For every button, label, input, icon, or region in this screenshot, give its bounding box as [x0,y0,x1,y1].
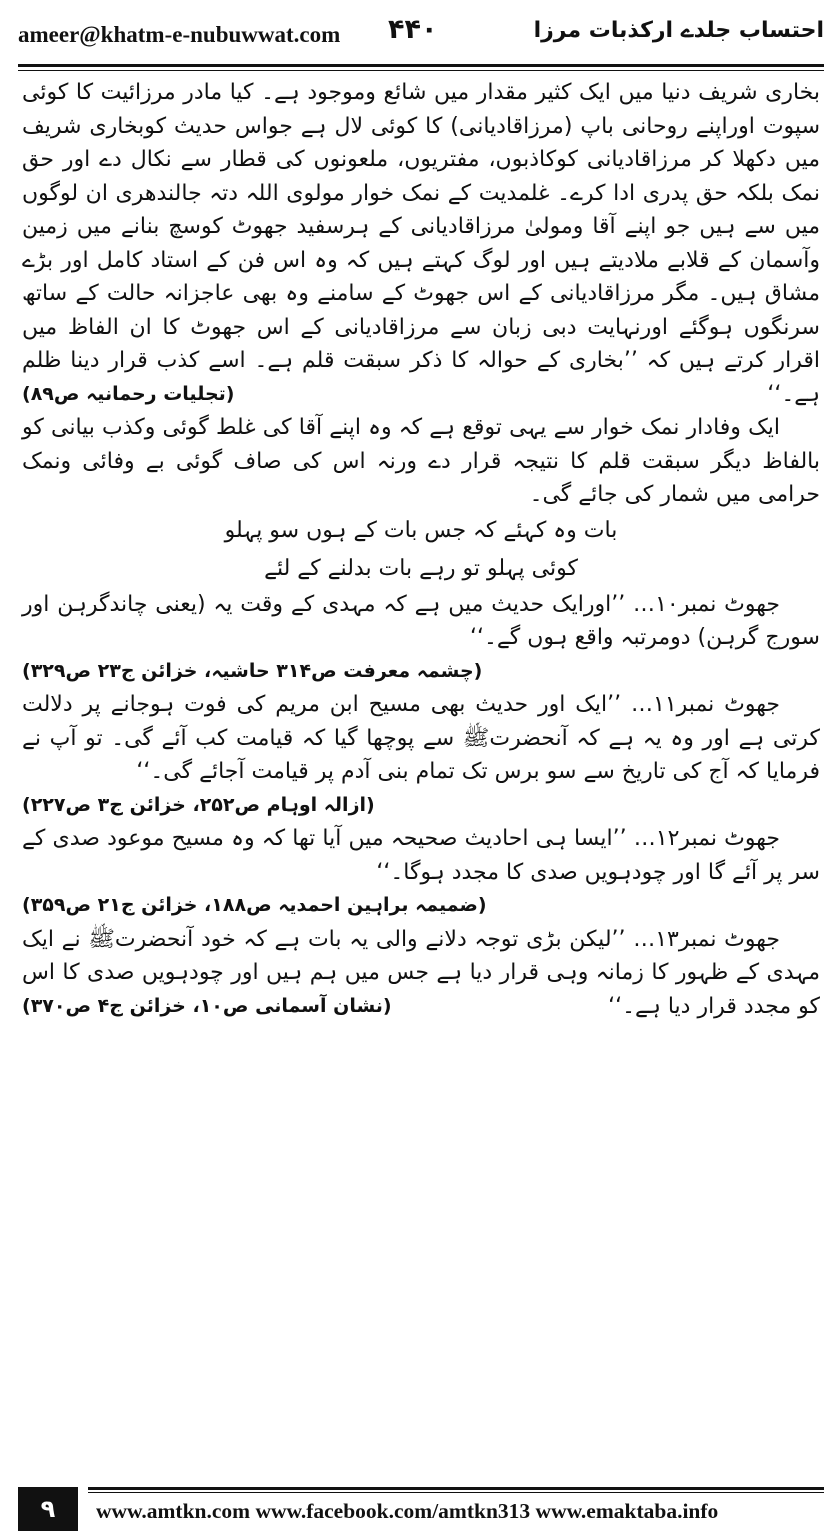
lie-12-text: جھوٹ نمبر۱۲… ’’ایسا ہی احادیث صحیحہ میں آیا تھا کہ وہ مسیح موعود صدی کے سر پر آئے گا اور چودہویں صدی کا مجدد ہوگا۔‘‘ [22,826,820,885]
paragraph-1-text: بخاری شریف دنیا میں ایک کثیر مقدار میں شائع وموجود ہے۔ کیا مادر مرزائیت کا کوئی سپوت اوراپنے روحانی باپ (مرزاقادیانی) کا کوئی لال ہے جواس حدیث کوبخاری شریف میں دکھلا کر مرزاقادیانی کوکاذبوں، مفتریوں، ملعونوں کی قطار سے نکال دے اور حق نمک بلکہ حق پدری ادا کرے۔ غلمدیت کے نمک خوار مولوی اللہ دتہ جالندھری ان لوگوں میں سے ہیں جو اپنے آقا ومولیٰ مرزاقادیانی کے ہرسفید جھوٹ کوسچ بنانے میں زمین وآسمان کے قلابے ملادیتے ہیں اور لوگ کہتے ہیں کہ وہ اس فن کے استاد کامل اور بڑے مشاق ہیں۔ مگر مرزاقادیانی کے اس جھوٹ کے سامنے وہ بھی عاجزانہ حالت کے ساتھ سرنگوں ہوگئے اورنہایت دبی زبان سے مرزاقادیانی کے اس جھوٹ کا ان الفاظ میں اقرار کرتے ہیں کہ ’’بخاری کے حوالہ کا ذکر سبقت قلم ہے۔ اسے کذب قرار دینا ظلم ہے۔‘‘ [22,80,820,407]
reference-lie-11: (ازالہ اوہام ص۲۵۲، خزائن ج۳ ص۲۲۷) [22,793,375,816]
poem-line-1: بات وہ کہئے کہ جس بات کے ہوں سو پہلو [224,517,618,543]
poem [22,512,820,588]
header-book-title: احتساب جلدے ارکذبات مرزا [533,18,824,43]
page-body [22,76,820,1466]
footer-rule-thick [88,1487,824,1490]
paragraph-2: ایک وفادار نمک خوار سے یہی توقع ہے کہ وہ اپنے آقا کی غلط گوئی وکذب بیانی کو بالفاظ دیگر سبقت قلم کا نتیجہ قرار دے ورنہ اس کی صاف گوئی بے وفائی ونمک حرامی میں شمار کی جائے گی۔ [22,415,820,507]
header-email: ameer@khatm-e-nubuwwat.com [18,22,341,47]
header-rule-thick [18,64,824,67]
lie-13-text: جھوٹ نمبر۱۳… ’’لیکن بڑی توجہ دلانے والی یہ بات ہے کہ خود آنحضرتﷺ نے ایک مہدی کے ظہور کا زمانہ وہی قرار دیا ہے جس میں ہم ہیں اور چودہویں صدی کا اس کو مجدد قرار دیا ہے۔‘‘ [22,926,820,1019]
paragraph-lie-11: جھوٹ نمبر۱۱… ’’ایک اور حدیث بھی مسیح ابن مریم کی فوت ہوجانے پر دلالت کرتی ہے اور وہ یہ ہے کہ آنحضرتﷺ سے پوچھا گیا کہ قیامت کب آئے گی۔ تو آپ نے فرمایا کہ آج کی تاریخ سے سو برس تک تمام بنی آدم پر قیامت آجائے گی۔‘‘ [22,692,820,784]
paragraph-lie-12 [22,822,820,916]
paragraph-lie-10 [22,588,820,682]
page-footer [18,1487,824,1531]
reference-lie-13: (نشان آسمانی ص۱۰، خزائن ج۴ ص۳۷۰) [22,994,392,1017]
header-rule-thin [18,70,824,71]
reference-lie-12: (ضمیمہ براہین احمدیہ ص۱۸۸، خزائن ج۲۱ ص۳۵۹) [22,894,487,916]
poem-line-2: کوئی پہلو تو رہے بات بدلنے کے لئے [264,555,578,581]
paragraph-1 [22,76,820,411]
reference-lie-10: (چشمہ معرفت ص۳۱۴ حاشیہ، خزائن ج۲۳ ص۳۲۹) [22,659,483,682]
page-header [18,10,824,62]
lie-10-text: جھوٹ نمبر۱۰… ’’اورایک حدیث میں ہے کہ مہدی کے وقت یہ (یعنی چاندگرہن اور سورج گرہن) دومرتبہ واقع ہوں گے۔‘‘ [22,591,820,650]
footer-rule-thin [88,1492,824,1493]
reference-1: (تجلیات رحمانیہ ص۸۹) [22,382,235,405]
paragraph-lie-13 [22,923,820,1024]
footer-links[interactable]: www.amtkn.com www.facebook.com/amtkn313 www.emaktaba.info [96,1499,719,1523]
footer-page-number: ۹ [18,1487,78,1531]
header-page-number: ۴۴۰ [388,14,438,45]
